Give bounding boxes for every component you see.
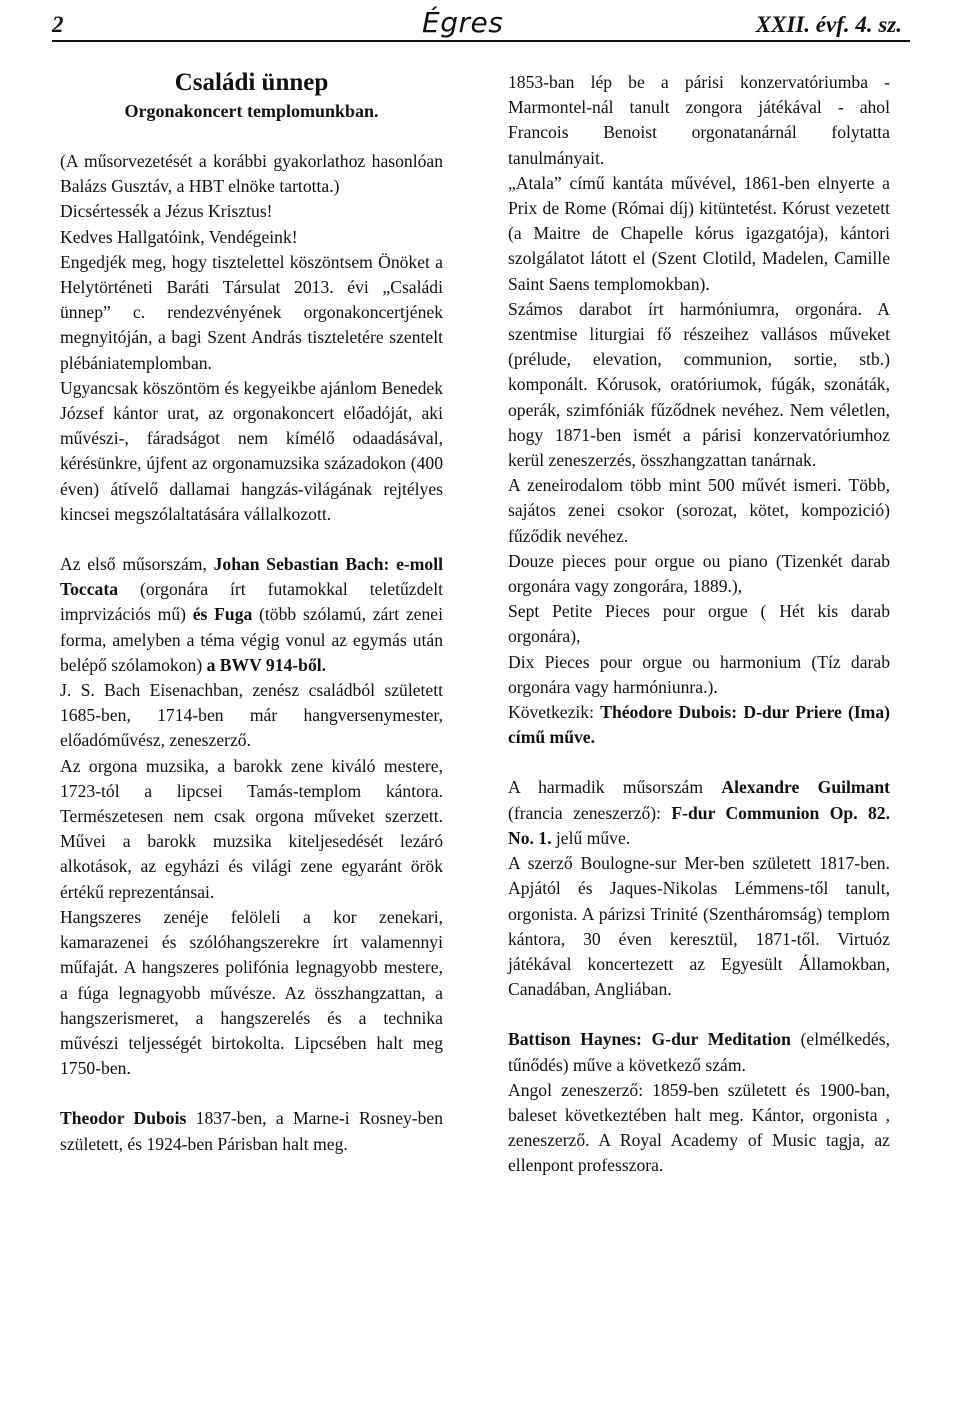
spacer (60, 527, 443, 552)
spacer (508, 1002, 890, 1027)
dubois-name: Theodor Dubois (60, 1108, 187, 1129)
publication-title: Égres (422, 6, 504, 39)
page-number: 2 (52, 12, 64, 37)
guilmant-name: Alexandre Guilmant (721, 777, 890, 798)
bach-piece-title: Johan Sebastian Bach: e-moll Toccata (60, 554, 443, 600)
article-subtitle: Orgonakoncert templomunkban. (124, 101, 379, 121)
paragraph-dubois-works: Számos darabot írt harmóniumra, orgonára. A szentmise liturgiai fő részeihez vallásos műveket (prélude, elevation, communion, sortie, stb.) komponált. Kórusok, oratóriumok, fúgák, szonáták, operák, szimfóniák fűződnek nevéhez. Nem véletlen, hogy 1871-ben ismét a párisi konzervatóriumhoz kerül zeneszerzés, összhangzattan tanárnak. (508, 298, 890, 471)
guilmant-piece-title: F-dur Communion Op. 82. No. 1. (508, 802, 890, 848)
text: (francia zeneszerző): (508, 802, 661, 823)
text: 1837-ben, a Marne-i Rosney-ben született, és 1924-ben Párisban halt meg. (60, 1108, 444, 1154)
paragraph-salutation: Kedves Hallgatóink, Vendégeink! (60, 226, 298, 247)
spacer (60, 124, 443, 149)
paragraph-organist-intro: Ugyancsak köszöntöm és kegyeikbe ajánlom Benedek József kántor urat, az orgonakoncert előadóját, aki művészi-, fáradságot nem kímélő odaadásával, kérésünkre, újfent az orgonamuzsika századokon (400 éven) átívelő dallamai hangzás-világának rejtélyes kincsei megszólaltatására vállalkozott. (60, 377, 443, 524)
paragraph-bach-organ: Az orgona muzsika, a barokk zene kiváló mestere, 1723-tól a lipcsei Tamás-templom kántora. Természetesen nem csak orgona műveket szerzett. Művei a barokk muzsika kiteljesedését lezáró alkotások, az egyházi és világi zene egyaránt örök értékű reprezentánsai. (60, 755, 443, 902)
fuga-label: és Fuga (192, 604, 253, 625)
paragraph-dubois-intro (60, 1106, 443, 1156)
text: (orgonára írt futamokkal teletűzdelt imprvizációs mű) (60, 579, 443, 625)
paragraph-dubois-oeuvre: A zeneirodalom több mint 500 művét ismeri. Több, sajátos zenei csokor (sorozat, kötet, kompozició) fűződik nevéhez. (508, 475, 890, 546)
dubois-piece-title: Théodore Dubois: D-dur Priere (Ima) című műve. (508, 702, 890, 748)
paragraph-bach-bio: J. S. Bach Eisenachban, zenész családból született 1685-ben, 1714-ben már hangversenymester, előadóművész, zeneszerző. (60, 680, 443, 751)
paragraph-guilmant-bio: A szerző Boulogne-sur Mer-ben született 1817-ben. Apjától és Jaques-Nikolas Lémmens-től tanult, orgonista. A párizsi Trinité (Szentháromság) templom kántora, 30 éven keresztül, 1871-től. Virtuóz játékával koncertezett az Egyesült Államokban, Canadában, Angliában. (508, 853, 890, 1000)
article-title: Családi ünnep (174, 69, 329, 96)
paragraph-greeting: Dicsértessék a Jézus Krisztus! (60, 201, 273, 222)
paragraph-dubois-award: „Atala” című kantáta művével, 1861-ben elnyerte a Prix de Rome (Római díj) kitüntetést. Kórust vezetett (a Maitre de Chapelle kórus igazgatója), kántori szolgálatot látott el (Szent Clotild, Madelen, Camille Saint Saens templomokban). (508, 172, 890, 294)
haynes-piece-title: Battison Haynes: G-dur Meditation (508, 1029, 791, 1050)
spacer (508, 750, 890, 775)
paragraph-dix-pieces: Dix Pieces pour orgue ou harmonium (Tíz darab orgonára vagy harmóniunra.). (508, 651, 890, 697)
spacer (60, 1081, 443, 1106)
bwv-label: a BWV 914-ből. (206, 654, 327, 675)
paragraph-welcome: Engedjék meg, hogy tisztelettel köszöntsem Önöket a Helytörténeti Baráti Társulat 2013. évi „Családi ünnep” c. rendezvényének orgonakoncertjének megnyitóján, a bagi Szent András tiszteletére szentelt plébániatemplomban. (60, 251, 443, 373)
paragraph-bach-works: Hangszeres zenéje felöleli a kor zenekari, kamarazenei és szólóhangszerekre írt valamennyi műfaját. A hangszeres polifónia legnagyobb mestere, a fúga legnagyobb művésze. Az összhangzattan, a hangszerismeret, a hangszerelés és a technika művészi teljességét birtokolta. Lipcsében halt meg 1750-ben. (60, 906, 443, 1079)
text: Következik: (508, 702, 594, 723)
issue-label: XXII. évf. 4. sz. (755, 12, 902, 37)
text: jelű műve. (555, 827, 631, 848)
paragraph-dubois-conservatory: 1853-ban lép be a párisi konzervatóriumba - Marmontel-nál tanult zongora játékával - ahol Francois Benoist orgonatanárnál folytatta tanulmányait. (508, 72, 890, 168)
paragraph-sept-pieces: Sept Petite Pieces pour orgue ( Hét kis darab orgonára), (508, 601, 890, 647)
text: A harmadik műsorszám (508, 777, 704, 798)
paragraph-haynes-piece (508, 1027, 890, 1077)
paragraph-first-piece (60, 552, 443, 678)
text: (elmélkedés, tűnődés) műve a következő szám. (508, 1029, 890, 1075)
text: Az első műsorszám, (60, 554, 207, 575)
text: (több szólamú, zárt zenei forma, amelyben a téma végig vonul az egymás után belépő szólamokon) (60, 604, 443, 675)
paragraph-haynes-bio: Angol zeneszerző: 1859-ben született és 1900-ban, baleset következtében halt meg. Kántor, orgonista , zeneszerző. A Royal Academy of Music tagja, az ellenpont professzora. (508, 1079, 890, 1176)
page-header (0, 0, 960, 44)
paragraph-douze-pieces: Douze pieces pour orgue ou piano (Tizenkét darab orgonára vagy zongorára, 1889.), (508, 550, 890, 597)
paragraph-third-piece (508, 775, 890, 851)
paragraph-next-piece (508, 700, 890, 750)
right-column (508, 70, 890, 1179)
paragraph-moderator-note: (A műsorvezetését a korábbi gyakorlathoz hasonlóan Balázs Gusztáv, a HBT elnöke tartotta.) (60, 151, 443, 197)
header-rule (52, 40, 910, 42)
left-column (60, 68, 443, 1157)
